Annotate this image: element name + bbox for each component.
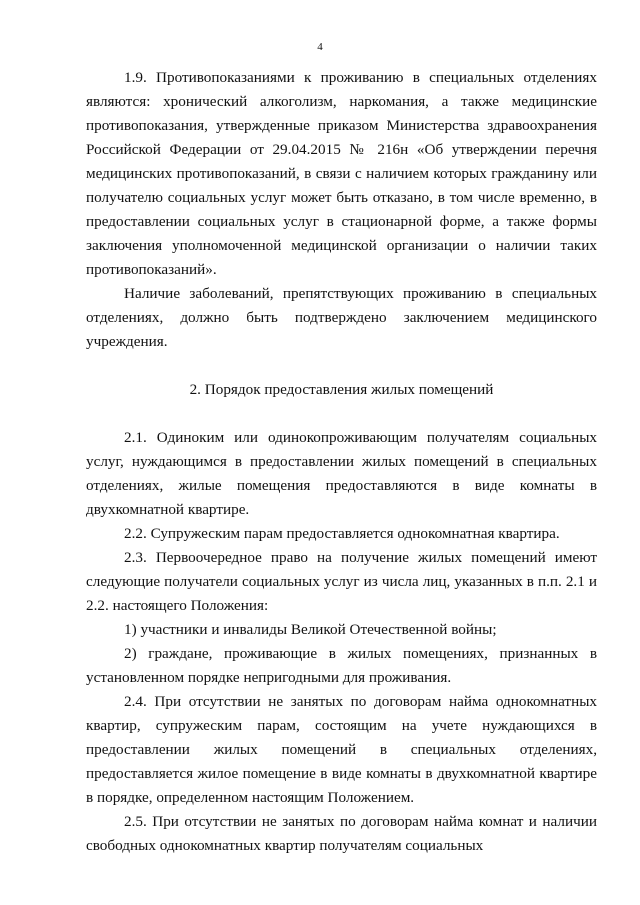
- paragraph-2-4: 2.4. При отсутствии не занятых по договорам найма однокомнатных квартир, супружеским парам, состоящим на учете нуждающихся в предоставлении жилых помещений в специальных отделениях, предоставляется жилое помещение в виде комнаты в двухкомнатной квартире в порядке, определенном настоящим Положением.: [86, 693, 597, 806]
- paragraph-1-9: 1.9. Противопоказаниями к проживанию в специальных отделениях являются: хронический алкоголизм, наркомания, а также медицинские противопоказания, утвержденные приказом Министерства здравоохранения Российской Федерации от 29.04.2015 № 216н «Об утверждении перечня медицинских противопоказаний, в связи с наличием которых гражданину или получателю социальных услуг может быть отказано, в том числе временно, в предоставлении социальных услуг в стационарной форме, а также формы заключения уполномоченной медицинской организации о наличии таких противопоказаний».: [86, 69, 597, 278]
- paragraph-2-3: 2.3. Первоочередное право на получение жилых помещений имеют следующие получатели социальных услуг из числа лиц, указанных в п.п. 2.1 и 2.2. настоящего Положения:: [86, 549, 597, 614]
- list-item-unfit-housing: 2) граждане, проживающие в жилых помещениях, признанных в установленном порядке непригодными для проживания.: [86, 645, 597, 686]
- section-heading-2: 2. Порядок предоставления жилых помещений: [189, 381, 494, 398]
- page-number: 4: [317, 41, 323, 53]
- paragraph-2-2: 2.2. Супружеским парам предоставляется однокомнатная квартира.: [124, 525, 560, 542]
- paragraph-2-5: 2.5. При отсутствии не занятых по договорам найма комнат и наличии свободных однокомнатных квартир получателям социальных: [86, 813, 597, 854]
- paragraph-illness-confirmation: Наличие заболеваний, препятствующих проживанию в специальных отделениях, должно быть подтверждено заключением медицинского учреждения.: [86, 285, 597, 350]
- list-item-veterans: 1) участники и инвалиды Великой Отечественной войны;: [124, 621, 497, 638]
- paragraph-2-1: 2.1. Одиноким или одинокопроживающим получателям социальных услуг, нуждающимся в предоставлении жилых помещений в специальных отделениях, жилые помещения предоставляются в виде комнаты в двухкомнатной квартире.: [86, 429, 597, 518]
- document-body: [86, 66, 597, 858]
